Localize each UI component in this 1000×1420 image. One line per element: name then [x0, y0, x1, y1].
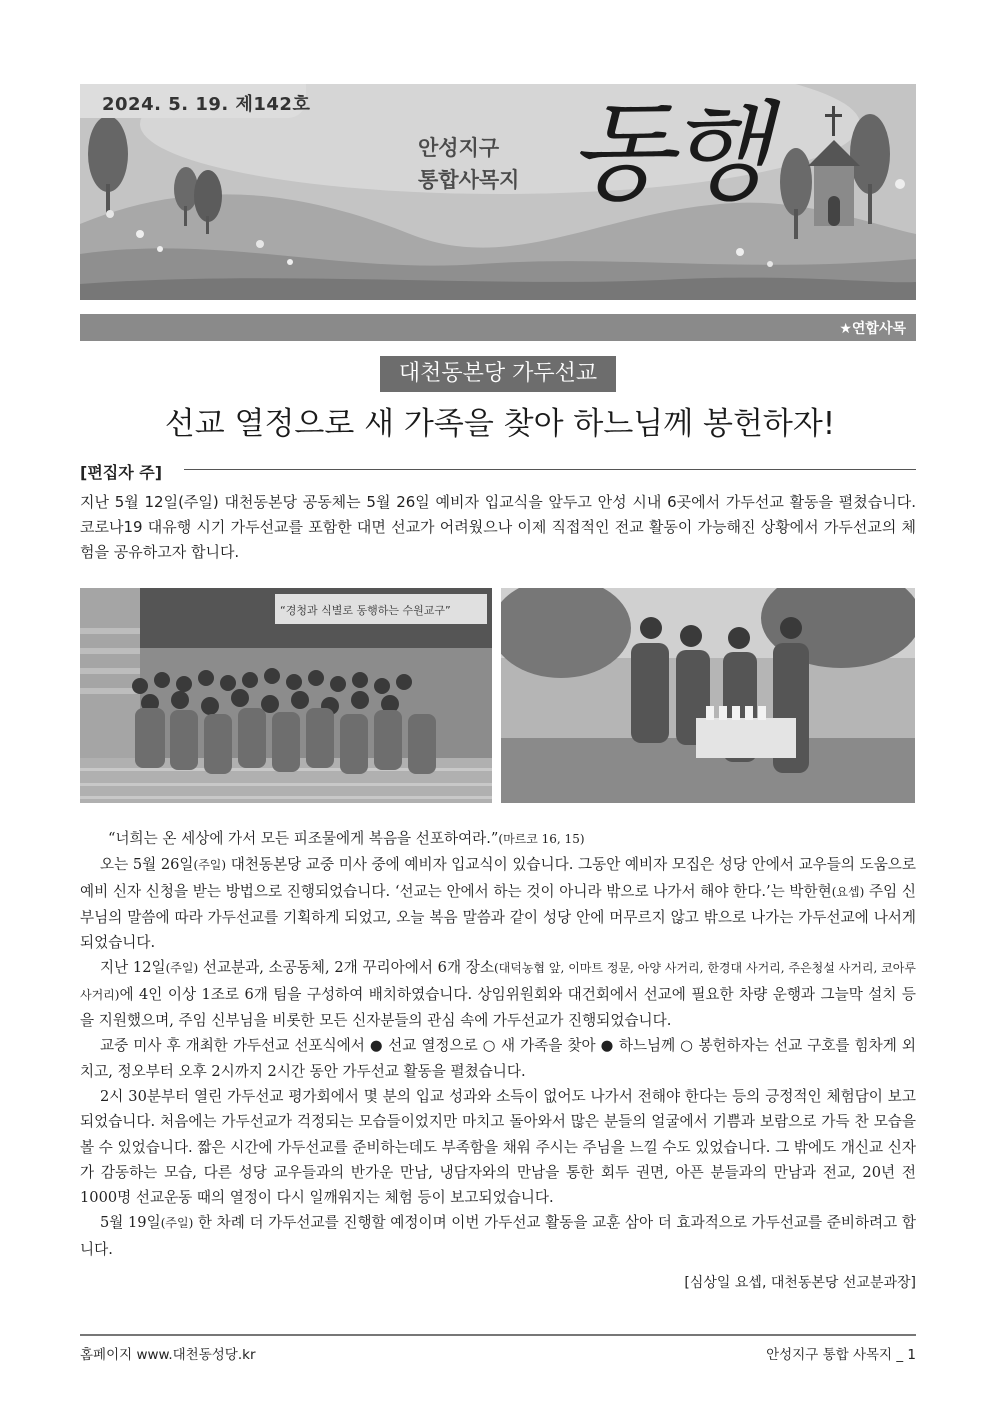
paragraph-3: 교중 미사 후 개최한 가두선교 선포식에서 ● 선교 열정으로 ○ 새 가족을 찾아 ● 하느님께 ○ 봉헌하자는 선교 구호를 힘차게 외치고, 정오부터 오후 2시까지 2시간 동안 가두선교 활동을 펼쳤습니다. [80, 1037, 916, 1080]
street-photo-image [501, 588, 915, 803]
masthead-subtitle-1: 안성지구 [418, 136, 500, 160]
paragraph-5: 5월 19일(주일) 한 차례 더 가두선교를 진행할 예정이며 이번 가두선교 활동을 교훈 삼아 더 효과적으로 가두선교를 준비하려고 합니다. [80, 1214, 916, 1258]
scripture-quote [88, 826, 916, 852]
issue-date: 2024. 5. 19. 제142호 [102, 94, 311, 115]
street-photo [501, 588, 915, 803]
paragraph-2: 지난 12일(주일) 선교분과, 소공동체, 2개 꾸리아에서 6개 장소(대덕농협 앞, 이마트 정문, 아양 사거리, 한경대 사거리, 주은청설 사거리, 코아루 사거리)에 4인 이상 1조로 6개 팀을 구성하여 배치하였습니다. 상임위원회와 대건회에서 선교에 필요한 차량 운행과 그늘막 설치 등을 지원했으며, 주임 신부님을 비롯한 모든 신자분들의 관심 속에 가두선교가 진행되었습니다. [80, 959, 916, 1030]
article-kicker: 대천동본당 가두선교 [380, 356, 616, 392]
quote-reference: (마르코 16, 15) [498, 832, 585, 846]
photo-banner-text: “경청과 식별로 동행하는 수원교구” [280, 604, 451, 617]
footer-homepage: 홈페이지 www.대천동성당.kr [80, 1347, 256, 1363]
paragraph-1: 오는 5월 26일(주일) 대천동본당 교중 미사 중에 예비자 입교식이 있습니다. 그동안 예비자 모집은 성당 안에서 교우들의 도움으로 예비 신자 신청을 받는 방법으로 진행되었습니다. ‘선교는 안에서 하는 것이 아니라 밖으로 나가서 해야 한다.’는 박한현(요셉) 주임 신부님의 말씀에 따라 가두선교를 기획하게 되었고, 오늘 복음 말씀과 같이 성당 안에 머무르지 않고 밖으로 나가는 가두선교에 나서게 되었습니다. [80, 856, 917, 952]
footer-page-info: 안성지구 통합 사목지 _ 1 [766, 1347, 916, 1363]
group-photo [80, 588, 492, 803]
footer-divider [80, 1334, 916, 1336]
section-bar-label: ★연합사목 [839, 321, 906, 337]
article-body [80, 826, 916, 1262]
masthead-title: 동행 [568, 91, 765, 216]
masthead-subtitle-2: 통합사목지 [418, 168, 520, 192]
editor-note-label: [편집자 주] [80, 463, 163, 482]
article-headline: 선교 열정으로 새 가족을 찾아 하느님께 봉헌하자! [164, 406, 836, 442]
editor-note: 지난 5월 12일(주일) 대천동본당 공동체는 5월 26일 예비자 입교식을 앞두고 안성 시내 6곳에서 가두선교 활동을 펼쳤습니다. 코로나19 대유행 시기 가두선교를 포함한 대면 선교가 어려웠으나 이제 직접적인 전교 활동이 가능해진 상황에서 가두선교의 체험을 공유하고자 합니다. [80, 493, 916, 561]
quote-text: “너희는 온 세상에 가서 모든 피조물에게 복음을 선포하여라.” [108, 830, 499, 847]
section-bar [80, 314, 916, 341]
divider [184, 469, 916, 470]
group-photo-image [80, 588, 492, 803]
byline: [심상일 요셉, 대천동본당 선교분과장] [684, 1275, 916, 1291]
paragraph-4: 2시 30분부터 열린 가두선교 평가회에서 몇 분의 입교 성과와 소득이 없어도 나가서 전해야 한다는 등의 긍정적인 체험담이 보고되었습니다. 처음에는 가두선교가 걱정되는 모습들이었지만 마치고 돌아와서 많은 분들의 얼굴에서 기쁨과 보람으로 가득 찬 모습을 볼 수 있었습니다. 짧은 시간에 가두선교를 준비하는데도 부족함을 채워 주시는 주님을 느낄 수도 있었습니다. 그 밖에도 개신교 신자가 감동하는 모습, 다른 성당 교우들과의 반가운 만남, 냉담자와의 만남을 통한 회두 권면, 아픈 분들과의 만남과 전교, 20년 전 1000명 선교운동 때의 열정이 다시 일깨워지는 체험 등이 보고되었습니다. [80, 1087, 916, 1207]
